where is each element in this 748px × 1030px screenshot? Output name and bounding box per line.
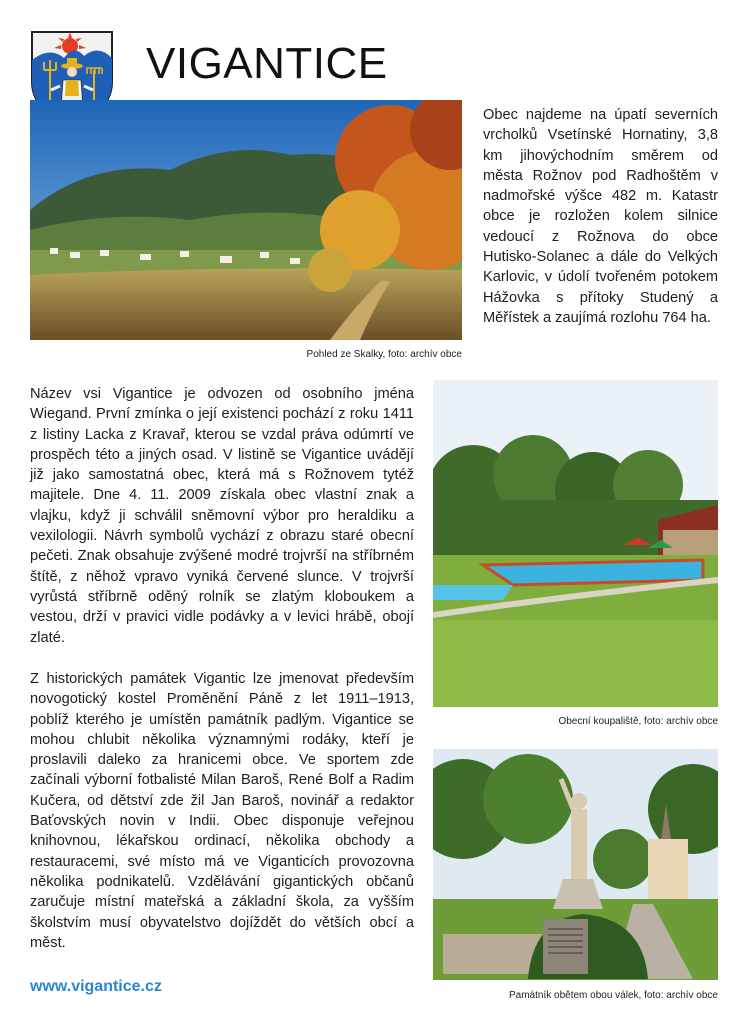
landscape-photo	[30, 100, 462, 340]
pool-photo	[433, 380, 718, 707]
memorial-photo	[433, 749, 718, 980]
intro-paragraph: Obec najdeme na úpatí severních vrcholků Vsetínské Hornatiny, 3,8 km jihovýchodním směrem od města Rožnov pod Radhoštěm v nadmořské výšce 482 m. Katastr obce je rozložen kolem silnice vedoucí z Rožnova do obce Hutisko-Solanec a dále do Velkých Karlovic, v údolí tvořeném potokem Hážovka s přítoky Studený a Měřístek a zaujímá rozlohu 764 ha.	[483, 107, 718, 326]
landmarks-paragraph: Z historických památek Vigantic lze jmenovat především novogotický kostel Proměnění Páně z let 1911–1913, poblíž kterého je umístěn památník padlým. Vigantice se mohou chlubit několika významnými rodáky, kteří je proslavili daleko za hranicemi obce. Ve sportem zde začínali výborní fotbalisté Milan Baroš, René Bolf a Radim Kučera, od dětství zde žil Jan Baroš, novinář a redaktor Baťovských novin v Indii. Obec disponuje veřejnou knihovnou, lékařskou ordinací, několika obchody a restauracemi, své místo má ve Viganticích provozovna několika podnikatelů. Vzdělávání gigantických občanů zaručuje místní mateřská a základní škola, za vyšším školstvím musí obyvatelstvo dojíždět do větších obcí a měst.	[30, 671, 414, 951]
history-paragraph: Název vsi Vigantice je odvozen od osobního jména Wiegand. První zmínka o její existenci pochází z roku 1411 z listiny Lacka z Kravař, kterou se vzdal práva odúmrtí ve prospěch této a jiných osad. V listině se Vigantice uvádějí již jako samostatná obec, která má s Rožnovem tytéž majitele. Dne 4. 11. 2009 získala obec vlastní znak a vlajku, když ji schválil sněmovní výbor pro heraldiku a vexilologii. Návrh symbolů vychází z obrazu staré obecní pečeti. Znak obsahuje zvýšené modré trojvrší na stříbrném štítě, z něhož vpravo vyniká červené slunce. V trojvrší vyrůstá stříbrně oděný rolník se zlatým kloboukem a vestou, drží v pravici vidle podávky a v levici hrábě, obojí zlaté.	[30, 386, 414, 646]
memorial-caption: Památník obětem obou válek, foto: archív obce	[508, 990, 718, 1001]
page-title: VIGANTICE	[146, 39, 388, 88]
website-link[interactable]: www.vigantice.cz	[30, 978, 162, 995]
landscape-caption: Pohled ze Skalky, foto: archív obce	[306, 349, 462, 360]
pool-caption: Obecní koupaliště, foto: archív obce	[558, 716, 718, 727]
